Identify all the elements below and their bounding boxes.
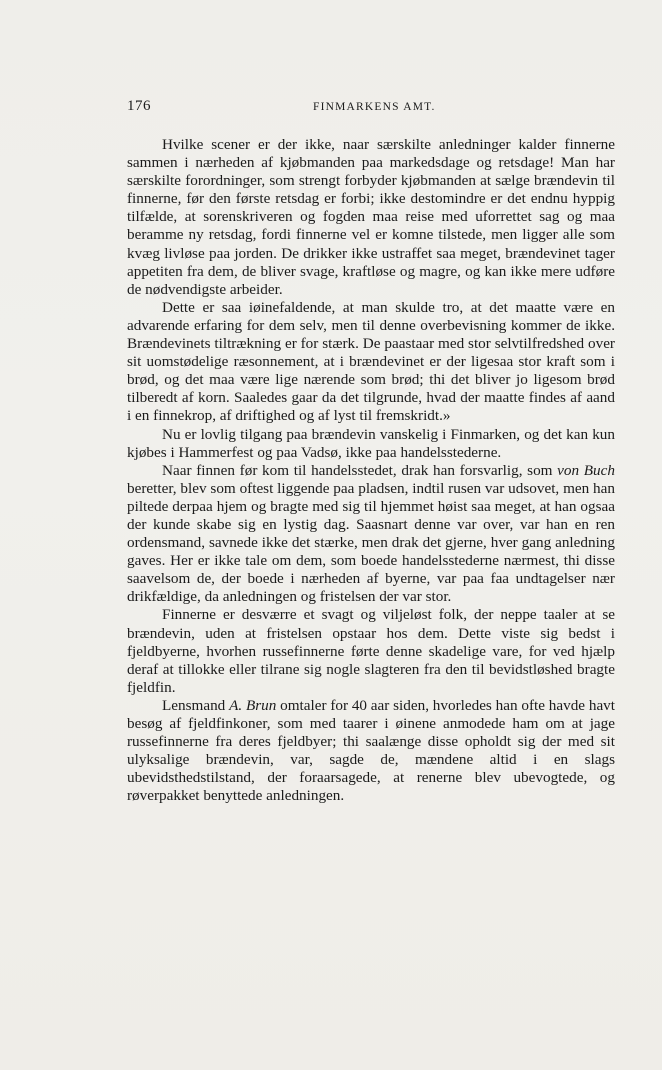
page-header <box>127 98 615 120</box>
paragraph-3: Nu er lovlig tilgang paa brændevin vanskelig i Finmarken, og det kan kun kjøbes i Hammerfest og paa Vadsø, ikke paa handelsstederne. <box>127 425 615 461</box>
running-title: FINMARKENS AMT. <box>313 101 436 113</box>
page-number: 176 <box>127 98 151 114</box>
paragraph-4 <box>127 462 615 607</box>
paragraph-1: Hvilke scener er der ikke, naar særskilte anledninger kalder finnerne sammen i nærheden af kjøbmanden paa markedsdage og retsdage! Man har særskilte forordninger, som strengt forbyder kjøbmanden at sælge brændevin til finnerne, før den første retsdag er forbi; ikke destomindre er det endnu hyppig tilfælde, at sorenskriveren og fogden maa reise med uforrettet sag og maa beramme ny retsdag, fordi finnerne vel er komne tilstede, men ligger alle som kvæg livløse paa jorden. De drikker ikke ustraffet saa meget, brændevinet tager appetiten fra dem, de bliver svage, kraftløse og magre, og kan ikke mere udføre de nødvendigste arbeider. <box>127 136 615 298</box>
paragraph-6-text-before: Lensmand <box>162 696 230 714</box>
author-name-a-brun: A. Brun <box>229 696 277 714</box>
paragraph-5: Finnerne er desværre et svagt og viljeløst folk, der neppe taaler at se brændevin, uden at fristelsen opstaar hos dem. Dette viste sig bedst i fjeldbyerne, hvorhen russefinnerne førte denne skadelige vare, for ved hjælp deraf at tillokke eller tilrane sig nogle slagteren fra den til bevidstløshed bragte fjeldfin. <box>127 606 615 696</box>
body-text <box>127 136 615 805</box>
paragraph-6 <box>127 697 615 806</box>
paragraph-2: Dette er saa iøinefaldende, at man skulde tro, at det maatte være en advarende erfaring for dem selv, men til denne overbevisning kommer de ikke. Brændevinets tiltrækning er for stærk. De paastaar med stor selvtilfredshed over sit uomstødelige ræsonnement, at i brændevinet er der ligesaa stor kraft som i brød, og det maa være lige nærende som brød; thi det bliver jo ligesom brød tilberedt af korn. Saaledes gaar da det tilgrunde, hvad der maatte findes af aand i en finnekrop, af driftighed og af lyst til fremskridt.» <box>127 298 615 425</box>
paragraph-6-text-after: omtaler for 40 aar siden, hvorledes han ofte havde havt besøg af fjeldfinkoner, som med taarer i øinene anmodede ham om at jage russefinnerne fra deres fjeldbyer; thi saalænge disse opholdt sig der med sit ulyksalige brændevin, var, sagde de, mændene altid i en slags ubevidsthedstilstand, der foraarsagede, at renerne blev ubevogtede, og røverpakket benyttede anledningen. <box>127 696 615 805</box>
paragraph-4-text-before: Naar finnen før kom til handelsstedet, drak han forsvarlig, som <box>162 461 558 479</box>
author-name-von-buch: von Buch <box>557 461 615 479</box>
paragraph-4-text-after: beretter, blev som oftest liggende paa pladsen, indtil rusen var udsovet, men han piltede derpaa hjem og bragte med sig til hjemmet høist saa meget, at han ogsaa der kunde skabe sig en lystig dag. Saasnart denne var over, var han en ren ordensmand, savnede ikke det stærke, men drak det gjerne, hver gang anledning gaves. Her er ikke tale om dem, som boede handelsstederne nærmest, thi disse saavelsom de, der boede i nærheden af byerne, var paa faa undtagelser nær drikfældige, da anledningen og fristelsen der var stor. <box>127 479 615 606</box>
